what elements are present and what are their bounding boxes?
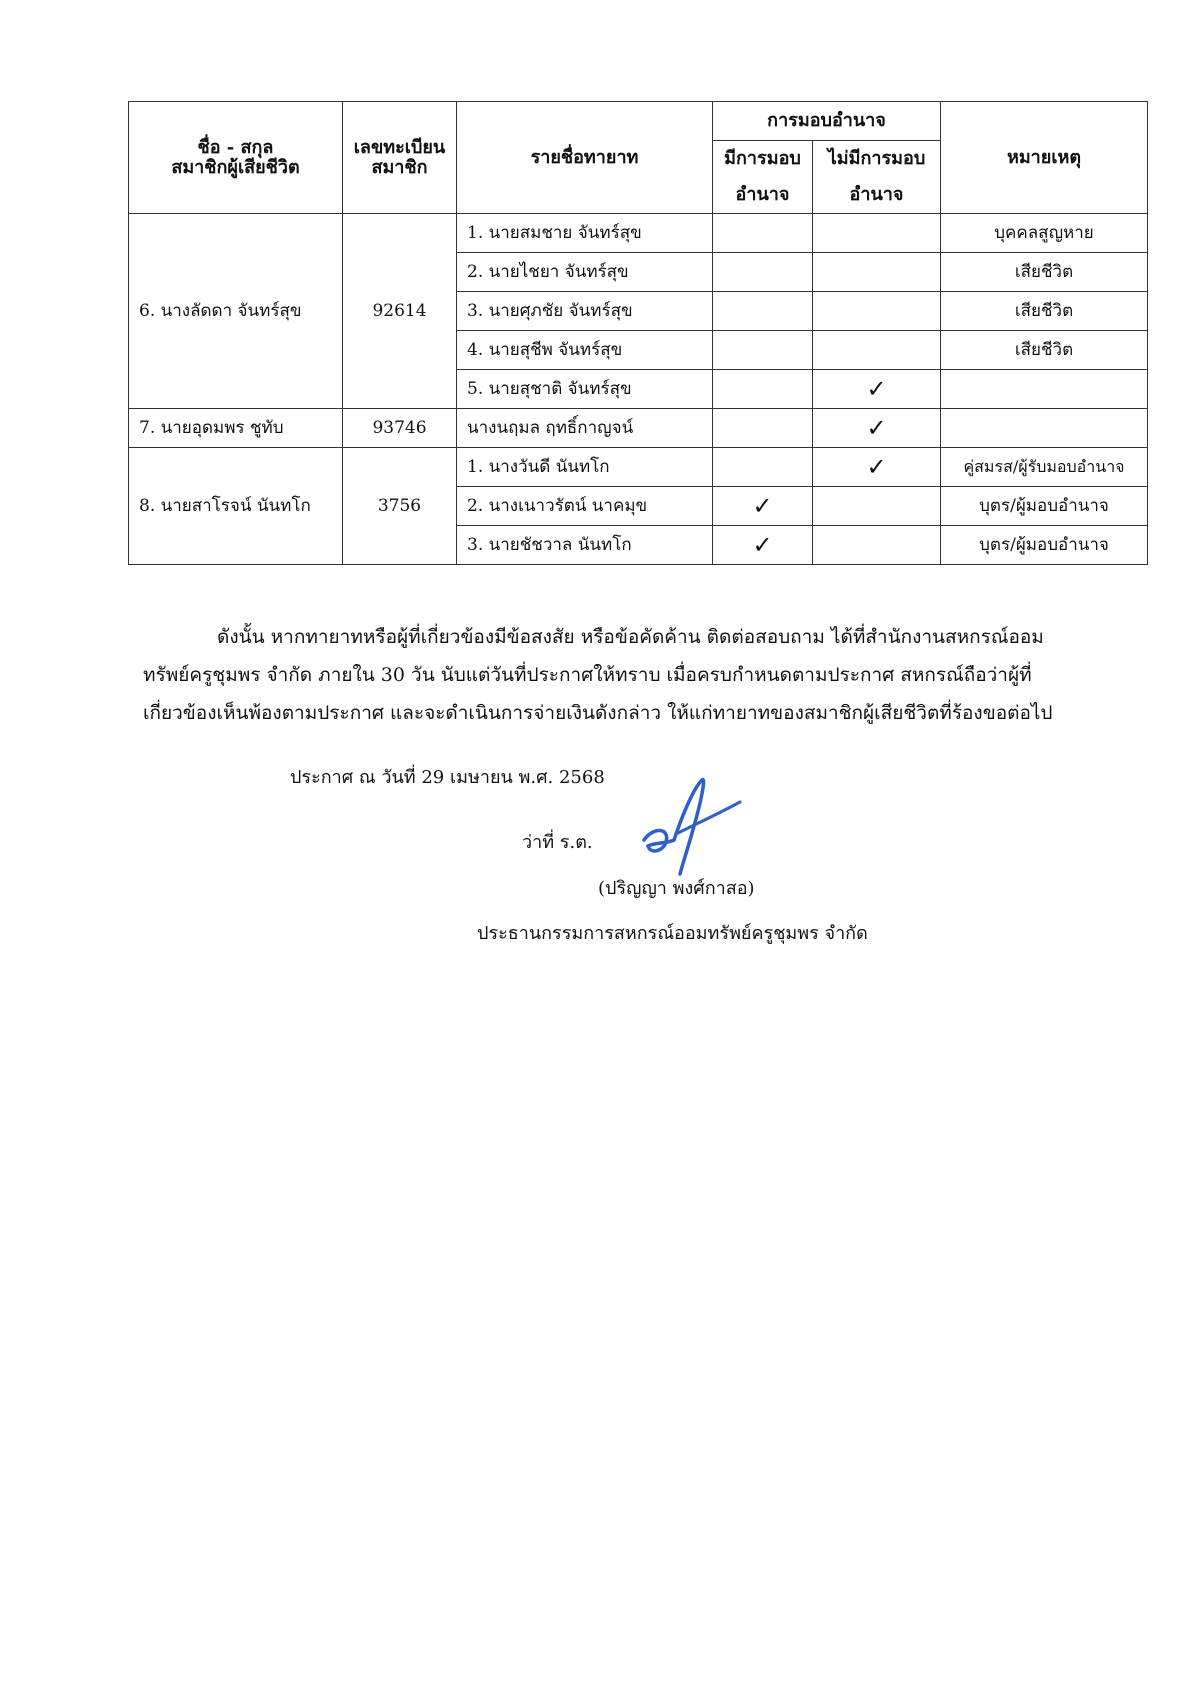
not-authorized-check — [813, 487, 941, 526]
notice-paragraph — [143, 618, 1063, 732]
member-name: 7. นายอุดมพร ชูทับ — [129, 409, 343, 448]
heir-name: 3. นายศุภชัย จันทร์สุข — [457, 292, 713, 331]
heir-name: 5. นายสุชาติ จันทร์สุข — [457, 370, 713, 409]
heir-remark: เสียชีวิต — [941, 253, 1148, 292]
heir-remark — [941, 409, 1148, 448]
header-remark: หมายเหตุ — [941, 102, 1148, 214]
header-heirs: รายชื่อทายาท — [457, 102, 713, 214]
not-authorized-check — [813, 331, 941, 370]
heir-remark: บุตร/ผู้มอบอำนาจ — [941, 526, 1148, 565]
heir-name: 3. นายชัชวาล นันทโก — [457, 526, 713, 565]
member-number: 92614 — [343, 214, 457, 409]
paragraph-line: ดังนั้น หากทายาทหรือผู้ที่เกี่ยวข้องมีข้อสงสัย หรือข้อคัดค้าน ติดต่อสอบถาม ได้ที่สำนักงานสหกรณ์ออม — [217, 626, 1044, 648]
header-member-line1: ชื่อ - สกุล — [197, 136, 274, 158]
heir-remark — [941, 370, 1148, 409]
paragraph-line: เกี่ยวข้องเห็นพ้องตามประกาศ และจะดำเนินการจ่ายเงินดังกล่าว ให้แก่ทายาทของสมาชิกผู้เสียชีวิตที่ร้องขอต่อไป — [143, 702, 1053, 724]
member-name: 8. นายสาโรจน์ นันทโก — [129, 448, 343, 565]
header-member-no — [343, 102, 457, 214]
heir-remark: บุตร/ผู้มอบอำนาจ — [941, 487, 1148, 526]
header-authorized — [713, 141, 813, 214]
heir-remark: เสียชีวิต — [941, 292, 1148, 331]
heir-name: 1. นางวันดี นันทโก — [457, 448, 713, 487]
heir-remark: เสียชีวิต — [941, 331, 1148, 370]
heir-name: 1. นายสมชาย จันทร์สุข — [457, 214, 713, 253]
not-authorized-check: ✓ — [813, 370, 941, 409]
heir-name: 4. นายสุชีพ จันทร์สุข — [457, 331, 713, 370]
not-authorized-check: ✓ — [813, 448, 941, 487]
heir-remark: คู่สมรส/ผู้รับมอบอำนาจ — [941, 448, 1148, 487]
heir-name: นางนฤมล ฤทธิ์กาญจน์ — [457, 409, 713, 448]
paragraph-line: ทรัพย์ครูชุมพร จำกัด ภายใน 30 วัน นับแต่วันที่ประกาศให้ทราบ เมื่อครบกำหนดตามประกาศ สหกรณ์ถือว่าผู้ที่ — [143, 664, 1032, 686]
member-number: 93746 — [343, 409, 457, 448]
authorized-check — [713, 253, 813, 292]
authorized-check — [713, 292, 813, 331]
authorized-check: ✓ — [713, 526, 813, 565]
heir-name: 2. นายไชยา จันทร์สุข — [457, 253, 713, 292]
authorized-check — [713, 409, 813, 448]
table-row — [129, 448, 1148, 487]
not-authorized-check — [813, 526, 941, 565]
not-authorized-check — [813, 214, 941, 253]
not-authorized-check — [813, 292, 941, 331]
heir-name: 2. นางเนาวรัตน์ นาคมุข — [457, 487, 713, 526]
header-authorized-line2: อำนาจ — [735, 184, 790, 205]
header-not-authorized-line2: อำนาจ — [849, 184, 904, 205]
not-authorized-check — [813, 253, 941, 292]
authorized-check: ✓ — [713, 487, 813, 526]
authorized-check — [713, 214, 813, 253]
authorized-check — [713, 370, 813, 409]
heirs-table — [128, 101, 1148, 565]
table-row — [129, 409, 1148, 448]
signer-title: ประธานกรรมการสหกรณ์ออมทรัพย์ครูชุมพร จำกัด — [477, 923, 868, 944]
header-authorization: การมอบอำนาจ — [713, 102, 941, 141]
table-body — [129, 214, 1148, 565]
signature-image — [636, 770, 746, 880]
header-member-line2: สมาชิกผู้เสียชีวิต — [171, 156, 300, 178]
announcement-date: ประกาศ ณ วันที่ 29 เมษายน พ.ศ. 2568 — [290, 767, 605, 788]
header-not-authorized — [813, 141, 941, 214]
authorized-check — [713, 331, 813, 370]
heir-remark: บุคคลสูญหาย — [941, 214, 1148, 253]
member-name: 6. นางลัดดา จันทร์สุข — [129, 214, 343, 409]
header-member — [129, 102, 343, 214]
authorized-check — [713, 448, 813, 487]
header-authorized-line1: มีการมอบ — [724, 148, 801, 169]
table-header — [129, 102, 1148, 214]
header-member-no-line2: สมาชิก — [371, 156, 428, 178]
header-member-no-line1: เลขทะเบียน — [353, 136, 446, 158]
signer-name: (ปริญญา พงศ์กาสอ) — [598, 878, 755, 899]
header-not-authorized-line1: ไม่มีการมอบ — [827, 148, 926, 169]
table-row — [129, 214, 1148, 253]
not-authorized-check: ✓ — [813, 409, 941, 448]
member-number: 3756 — [343, 448, 457, 565]
acting-rank: ว่าที่ ร.ต. — [522, 832, 593, 853]
